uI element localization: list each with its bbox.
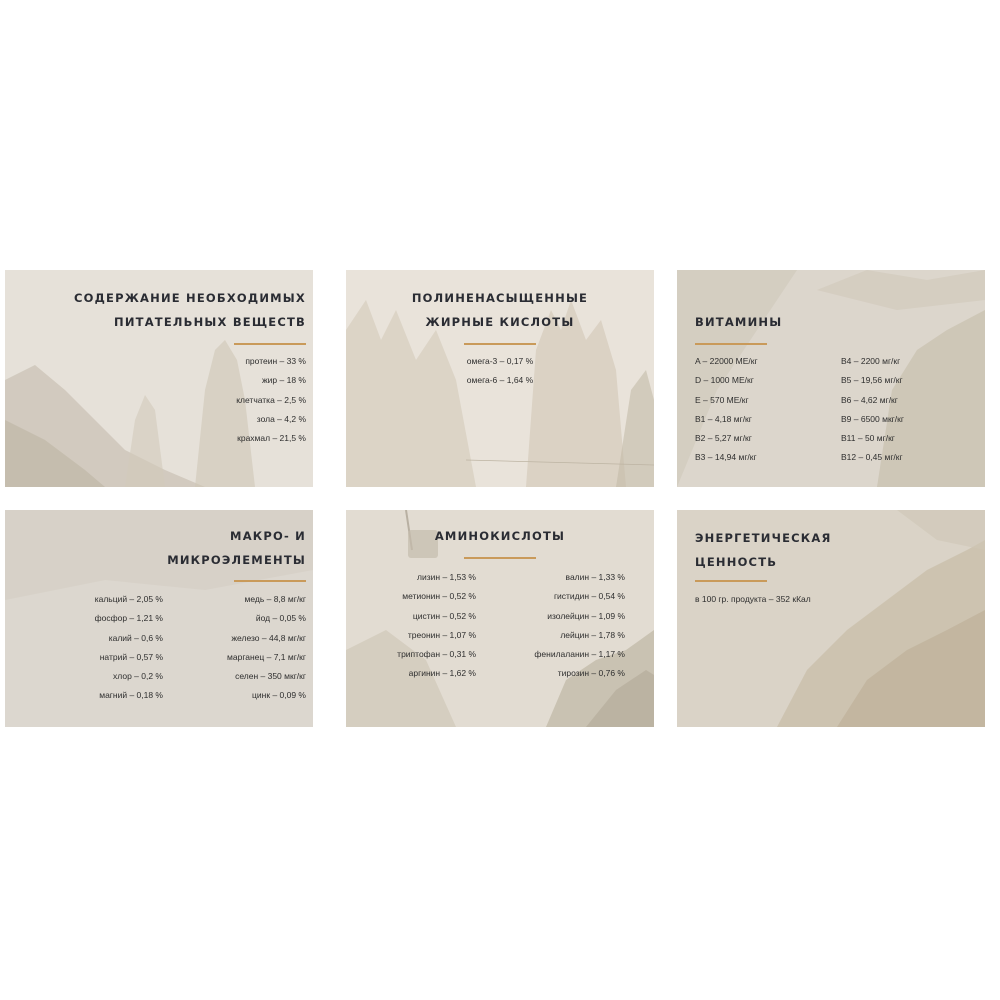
list-item: валин – 1,33 %	[565, 572, 625, 582]
list-item: фосфор – 1,21 %	[94, 613, 163, 624]
list-item: B1 – 4,18 мг/кг	[695, 413, 752, 424]
title-underline	[234, 580, 306, 582]
list-item: магний – 0,18 %	[99, 690, 163, 701]
list-item: в 100 гр. продукта – 352 кКал	[695, 594, 811, 604]
card-title: ПОЛИНЕНАСЫЩЕННЫЕ ЖИРНЫЕ КИСЛОТЫ	[411, 291, 589, 329]
list-item: B3 – 14,94 мг/кг	[695, 452, 757, 463]
list-item: B9 – 6500 мкг/кг	[841, 413, 904, 424]
card-title: ЭНЕРГЕТИЧЕСКАЯ ЦЕННОСТЬ	[695, 531, 832, 569]
list-item: треонин – 1,07 %	[407, 629, 476, 640]
list-item: протеин – 33 %	[245, 356, 306, 366]
list-item: медь – 8,8 мг/кг	[244, 594, 306, 604]
list-item: йод – 0,05 %	[255, 613, 306, 624]
mineral-list-right	[227, 590, 306, 706]
title-underline	[464, 557, 536, 559]
list-item: B12 – 0,45 мг/кг	[841, 452, 903, 463]
vitamin-list-left	[695, 352, 758, 468]
list-item: крахмал – 21,5 %	[237, 433, 306, 444]
list-item: марганец – 7,1 мг/кг	[227, 651, 306, 662]
title-underline	[695, 580, 767, 582]
list-item: изолейцин – 1,09 %	[547, 610, 625, 621]
list-item: триптофан – 0,31 %	[397, 649, 476, 660]
fatty-acid-list	[346, 352, 654, 391]
list-item: железо – 44,8 мг/кг	[231, 632, 306, 643]
energy-card	[677, 510, 985, 727]
list-item: тирозин – 0,76 %	[557, 668, 625, 679]
list-item: лейцин – 1,78 %	[560, 629, 625, 640]
mineral-list-left	[95, 590, 163, 706]
list-item: натрий – 0,57 %	[99, 651, 163, 662]
list-item: клетчатка – 2,5 %	[236, 394, 306, 405]
card-title: ВИТАМИНЫ	[695, 315, 783, 329]
list-item: калий – 0,6 %	[108, 632, 163, 643]
list-item: фенилаланин – 1,17 %	[534, 649, 625, 660]
energy-value	[695, 590, 811, 609]
title-underline	[234, 343, 306, 345]
list-item: омега-6 – 1,64 %	[466, 375, 534, 386]
list-item: селен – 350 мкг/кг	[235, 671, 306, 682]
list-item: лизин – 1,53 %	[417, 572, 476, 582]
list-item: гистидин – 0,54 %	[553, 591, 625, 602]
title-underline	[695, 343, 767, 345]
card-title: МАКРО- И МИКРОЭЛЕМЕНТЫ	[167, 529, 306, 567]
list-item: жир – 18 %	[262, 375, 306, 386]
list-item: хлор – 0,2 %	[113, 671, 163, 682]
fatty-acids-card	[346, 270, 654, 487]
list-item: B11 – 50 мг/кг	[841, 433, 895, 444]
card-title: АМИНОКИСЛОТЫ	[434, 529, 566, 543]
card-title: СОДЕРЖАНИЕ НЕОБХОДИМЫХ ПИТАТЕЛЬНЫХ ВЕЩЕСТВ	[74, 291, 306, 329]
list-item: B5 – 19,56 мг/кг	[841, 375, 903, 386]
list-item: D – 1000 МЕ/кг	[695, 375, 754, 386]
list-item: цистин – 0,52 %	[412, 610, 476, 621]
nutrient-list	[236, 352, 306, 448]
list-item: кальций – 2,05 %	[94, 594, 163, 604]
minerals-card	[5, 510, 313, 727]
list-item: B2 – 5,27 мг/кг	[695, 433, 752, 444]
list-item: A – 22000 МЕ/кг	[695, 356, 758, 366]
list-item: метионин – 0,52 %	[402, 591, 476, 602]
vitamin-list-right	[841, 352, 904, 468]
amino-acid-list-left	[397, 568, 476, 684]
nutrients-card	[5, 270, 313, 487]
list-item: цинк – 0,09 %	[252, 690, 306, 701]
vitamins-card	[677, 270, 985, 487]
list-item: B6 – 4,62 мг/кг	[841, 394, 898, 405]
list-item: E – 570 МЕ/кг	[695, 394, 749, 405]
list-item: зола – 4,2 %	[256, 413, 306, 424]
amino-acids-card	[346, 510, 654, 727]
title-underline	[464, 343, 536, 345]
list-item: аргинин – 1,62 %	[408, 668, 476, 679]
amino-acid-list-right	[534, 568, 625, 684]
list-item: омега-3 – 0,17 %	[466, 356, 534, 366]
list-item: B4 – 2200 мг/кг	[841, 356, 901, 366]
